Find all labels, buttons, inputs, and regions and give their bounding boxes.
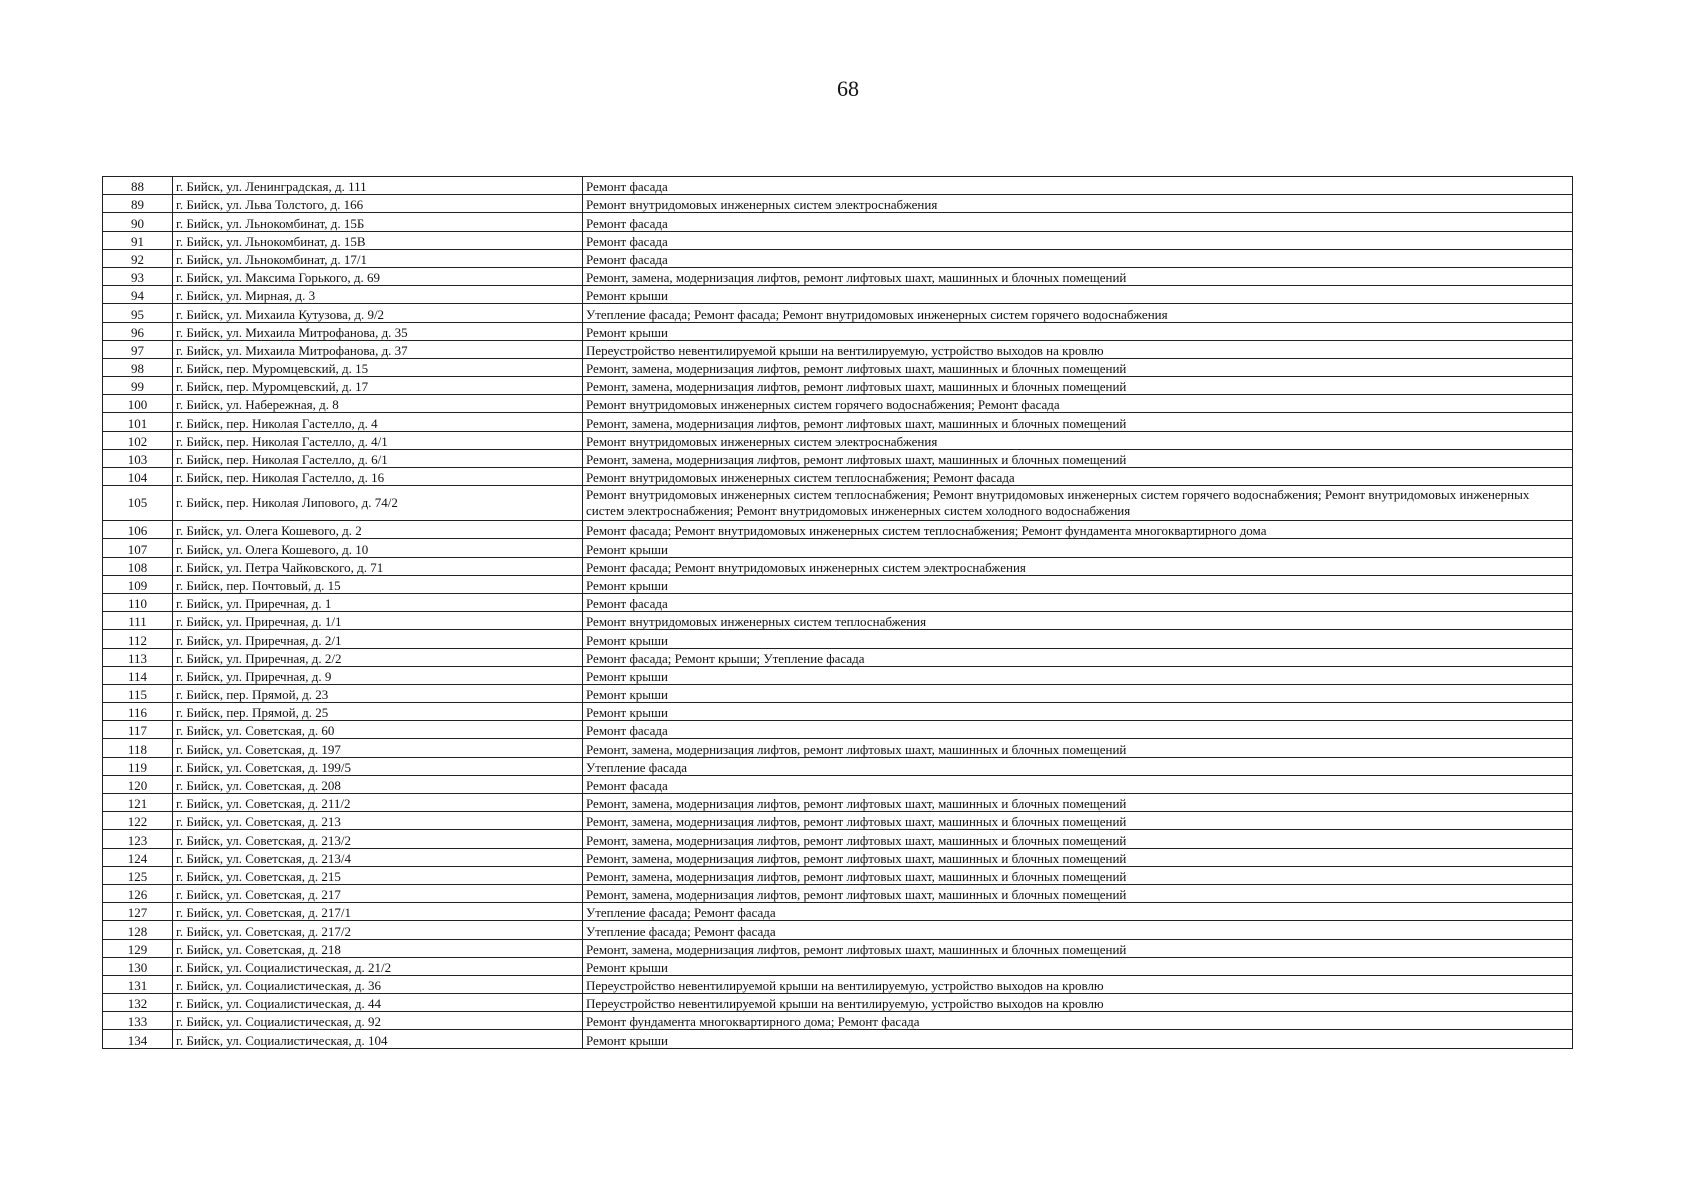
address-cell: г. Бийск, ул. Социалистическая, д. 92 (173, 1012, 583, 1030)
work-type-cell: Ремонт, замена, модернизация лифтов, ремонт лифтовых шахт, машинных и блочных помещений (583, 358, 1573, 376)
table-row (103, 557, 1573, 575)
work-type-cell: Ремонт, замена, модернизация лифтов, ремонт лифтовых шахт, машинных и блочных помещений (583, 794, 1573, 812)
table-row (103, 775, 1573, 793)
work-type-cell: Ремонт внутридомовых инженерных систем теплоснабжения (583, 612, 1573, 630)
address-cell: г. Бийск, ул. Советская, д. 217 (173, 884, 583, 902)
table-row (103, 521, 1573, 539)
table-row (103, 322, 1573, 340)
work-type-cell: Ремонт фасада (583, 213, 1573, 231)
table-row (103, 304, 1573, 322)
row-number: 124 (103, 848, 173, 866)
row-number: 125 (103, 866, 173, 884)
work-type-cell: Ремонт внутридомовых инженерных систем электроснабжения (583, 431, 1573, 449)
row-number: 97 (103, 340, 173, 358)
table-row (103, 593, 1573, 611)
table-row (103, 486, 1573, 521)
table-row (103, 921, 1573, 939)
address-cell: г. Бийск, ул. Социалистическая, д. 44 (173, 994, 583, 1012)
row-number: 94 (103, 286, 173, 304)
address-cell: г. Бийск, ул. Советская, д. 208 (173, 775, 583, 793)
work-type-cell: Ремонт внутридомовых инженерных систем электроснабжения (583, 195, 1573, 213)
row-number: 132 (103, 994, 173, 1012)
address-cell: г. Бийск, пер. Почтовый, д. 15 (173, 575, 583, 593)
work-type-cell: Ремонт крыши (583, 666, 1573, 684)
table-row (103, 286, 1573, 304)
row-number: 131 (103, 975, 173, 993)
work-type-cell: Ремонт фасада (583, 775, 1573, 793)
row-number: 95 (103, 304, 173, 322)
table-row (103, 648, 1573, 666)
work-type-cell: Ремонт фасада (583, 249, 1573, 267)
repair-table (102, 176, 1573, 1049)
address-cell: г. Бийск, пер. Николая Гастелло, д. 4 (173, 413, 583, 431)
row-number: 91 (103, 231, 173, 249)
table-row (103, 721, 1573, 739)
table-row (103, 340, 1573, 358)
work-type-cell: Ремонт внутридомовых инженерных систем теплоснабжения; Ремонт фасада (583, 468, 1573, 486)
address-cell: г. Бийск, ул. Приречная, д. 1 (173, 593, 583, 611)
row-number: 130 (103, 957, 173, 975)
address-cell: г. Бийск, ул. Социалистическая, д. 104 (173, 1030, 583, 1048)
work-type-cell: Ремонт фасада (583, 721, 1573, 739)
address-cell: г. Бийск, пер. Николая Гастелло, д. 4/1 (173, 431, 583, 449)
work-type-cell: Ремонт фасада; Ремонт крыши; Утепление фасада (583, 648, 1573, 666)
work-type-cell: Переустройство невентилируемой крыши на вентилируемую, устройство выходов на кровлю (583, 975, 1573, 993)
table-row (103, 812, 1573, 830)
row-number: 93 (103, 267, 173, 285)
address-cell: г. Бийск, ул. Советская, д. 211/2 (173, 794, 583, 812)
row-number: 109 (103, 575, 173, 593)
work-type-cell: Ремонт крыши (583, 630, 1573, 648)
row-number: 117 (103, 721, 173, 739)
row-number: 119 (103, 757, 173, 775)
address-cell: г. Бийск, ул. Советская, д. 60 (173, 721, 583, 739)
address-cell: г. Бийск, пер. Муромцевский, д. 17 (173, 377, 583, 395)
address-cell: г. Бийск, ул. Михаила Митрофанова, д. 35 (173, 322, 583, 340)
table-row (103, 666, 1573, 684)
work-type-cell: Ремонт фундамента многоквартирного дома; Ремонт фасада (583, 1012, 1573, 1030)
row-number: 106 (103, 521, 173, 539)
work-type-cell: Переустройство невентилируемой крыши на вентилируемую, устройство выходов на кровлю (583, 340, 1573, 358)
address-cell: г. Бийск, ул. Михаила Митрофанова, д. 37 (173, 340, 583, 358)
row-number: 114 (103, 666, 173, 684)
table-row (103, 884, 1573, 902)
row-number: 102 (103, 431, 173, 449)
address-cell: г. Бийск, ул. Михаила Кутузова, д. 9/2 (173, 304, 583, 322)
work-type-cell: Утепление фасада; Ремонт фасада (583, 903, 1573, 921)
table-row (103, 830, 1573, 848)
work-type-cell: Ремонт крыши (583, 539, 1573, 557)
table-row (103, 1012, 1573, 1030)
address-cell: г. Бийск, ул. Набережная, д. 8 (173, 395, 583, 413)
row-number: 92 (103, 249, 173, 267)
address-cell: г. Бийск, ул. Олега Кошевого, д. 10 (173, 539, 583, 557)
table-row (103, 195, 1573, 213)
work-type-cell: Ремонт крыши (583, 322, 1573, 340)
row-number: 116 (103, 703, 173, 721)
work-type-cell: Ремонт, замена, модернизация лифтов, ремонт лифтовых шахт, машинных и блочных помещений (583, 377, 1573, 395)
row-number: 120 (103, 775, 173, 793)
row-number: 112 (103, 630, 173, 648)
work-type-cell: Переустройство невентилируемой крыши на вентилируемую, устройство выходов на кровлю (583, 994, 1573, 1012)
table-row (103, 377, 1573, 395)
row-number: 110 (103, 593, 173, 611)
work-type-cell: Ремонт, замена, модернизация лифтов, ремонт лифтовых шахт, машинных и блочных помещений (583, 449, 1573, 467)
work-type-cell: Утепление фасада (583, 757, 1573, 775)
table-row (103, 177, 1573, 195)
table-row (103, 684, 1573, 702)
repair-table-container (102, 176, 1572, 1049)
work-type-cell: Ремонт, замена, модернизация лифтов, ремонт лифтовых шахт, машинных и блочных помещений (583, 413, 1573, 431)
address-cell: г. Бийск, ул. Советская, д. 213/4 (173, 848, 583, 866)
work-type-cell: Утепление фасада; Ремонт фасада (583, 921, 1573, 939)
work-type-cell: Ремонт фасада; Ремонт внутридомовых инженерных систем электроснабжения (583, 557, 1573, 575)
table-row (103, 994, 1573, 1012)
work-type-cell: Ремонт фасада; Ремонт внутридомовых инженерных систем теплоснабжения; Ремонт фундамента многоквартирного дома (583, 521, 1573, 539)
address-cell: г. Бийск, ул. Социалистическая, д. 36 (173, 975, 583, 993)
row-number: 98 (103, 358, 173, 376)
work-type-cell: Ремонт, замена, модернизация лифтов, ремонт лифтовых шахт, машинных и блочных помещений (583, 267, 1573, 285)
address-cell: г. Бийск, ул. Приречная, д. 2/1 (173, 630, 583, 648)
address-cell: г. Бийск, пер. Муромцевский, д. 15 (173, 358, 583, 376)
repair-table-body (103, 177, 1573, 1049)
row-number: 104 (103, 468, 173, 486)
work-type-cell: Ремонт крыши (583, 575, 1573, 593)
address-cell: г. Бийск, ул. Советская, д. 217/1 (173, 903, 583, 921)
address-cell: г. Бийск, ул. Приречная, д. 1/1 (173, 612, 583, 630)
row-number: 127 (103, 903, 173, 921)
address-cell: г. Бийск, ул. Советская, д. 213 (173, 812, 583, 830)
address-cell: г. Бийск, ул. Советская, д. 215 (173, 866, 583, 884)
address-cell: г. Бийск, ул. Советская, д. 218 (173, 939, 583, 957)
table-row (103, 939, 1573, 957)
row-number: 101 (103, 413, 173, 431)
address-cell: г. Бийск, пер. Николая Гастелло, д. 6/1 (173, 449, 583, 467)
work-type-cell: Ремонт крыши (583, 703, 1573, 721)
table-row (103, 866, 1573, 884)
table-row (103, 449, 1573, 467)
table-row (103, 848, 1573, 866)
work-type-cell: Ремонт крыши (583, 1030, 1573, 1048)
table-row (103, 358, 1573, 376)
address-cell: г. Бийск, ул. Льнокомбинат, д. 15Б (173, 213, 583, 231)
table-row (103, 395, 1573, 413)
table-row (103, 267, 1573, 285)
address-cell: г. Бийск, ул. Ленинградская, д. 111 (173, 177, 583, 195)
address-cell: г. Бийск, ул. Олега Кошевого, д. 2 (173, 521, 583, 539)
address-cell: г. Бийск, ул. Советская, д. 197 (173, 739, 583, 757)
address-cell: г. Бийск, ул. Льнокомбинат, д. 15В (173, 231, 583, 249)
work-type-cell: Ремонт, замена, модернизация лифтов, ремонт лифтовых шахт, машинных и блочных помещений (583, 830, 1573, 848)
work-type-cell: Ремонт внутридомовых инженерных систем теплоснабжения; Ремонт внутридомовых инженерных систем горячего водоснабжения; Ремонт внутридомовых инженерных систем электроснабжения; Ремонт внутридомовых инженерных систем холодного водоснабжения (583, 486, 1573, 521)
row-number: 128 (103, 921, 173, 939)
address-cell: г. Бийск, ул. Советская, д. 213/2 (173, 830, 583, 848)
work-type-cell: Ремонт крыши (583, 286, 1573, 304)
address-cell: г. Бийск, пер. Прямой, д. 25 (173, 703, 583, 721)
table-row (103, 630, 1573, 648)
work-type-cell: Ремонт, замена, модернизация лифтов, ремонт лифтовых шахт, машинных и блочных помещений (583, 866, 1573, 884)
table-row (103, 575, 1573, 593)
row-number: 88 (103, 177, 173, 195)
table-row (103, 468, 1573, 486)
address-cell: г. Бийск, ул. Мирная, д. 3 (173, 286, 583, 304)
address-cell: г. Бийск, ул. Советская, д. 217/2 (173, 921, 583, 939)
table-row (103, 213, 1573, 231)
work-type-cell: Ремонт фасада (583, 177, 1573, 195)
row-number: 118 (103, 739, 173, 757)
address-cell: г. Бийск, ул. Приречная, д. 2/2 (173, 648, 583, 666)
table-row (103, 957, 1573, 975)
address-cell: г. Бийск, ул. Советская, д. 199/5 (173, 757, 583, 775)
row-number: 90 (103, 213, 173, 231)
table-row (103, 1030, 1573, 1048)
table-row (103, 249, 1573, 267)
address-cell: г. Бийск, пер. Николая Гастелло, д. 16 (173, 468, 583, 486)
table-row (103, 903, 1573, 921)
work-type-cell: Ремонт, замена, модернизация лифтов, ремонт лифтовых шахт, машинных и блочных помещений (583, 848, 1573, 866)
table-row (103, 703, 1573, 721)
row-number: 121 (103, 794, 173, 812)
page-number: 68 (837, 76, 859, 101)
table-row (103, 431, 1573, 449)
row-number: 100 (103, 395, 173, 413)
row-number: 115 (103, 684, 173, 702)
address-cell: г. Бийск, ул. Петра Чайковского, д. 71 (173, 557, 583, 575)
row-number: 126 (103, 884, 173, 902)
row-number: 99 (103, 377, 173, 395)
address-cell: г. Бийск, ул. Приречная, д. 9 (173, 666, 583, 684)
table-row (103, 413, 1573, 431)
work-type-cell: Ремонт крыши (583, 684, 1573, 702)
address-cell: г. Бийск, ул. Социалистическая, д. 21/2 (173, 957, 583, 975)
row-number: 96 (103, 322, 173, 340)
work-type-cell: Ремонт, замена, модернизация лифтов, ремонт лифтовых шахт, машинных и блочных помещений (583, 739, 1573, 757)
row-number: 122 (103, 812, 173, 830)
work-type-cell: Ремонт крыши (583, 957, 1573, 975)
address-cell: г. Бийск, ул. Максима Горького, д. 69 (173, 267, 583, 285)
row-number: 123 (103, 830, 173, 848)
table-row (103, 539, 1573, 557)
work-type-cell: Ремонт, замена, модернизация лифтов, ремонт лифтовых шахт, машинных и блочных помещений (583, 939, 1573, 957)
row-number: 89 (103, 195, 173, 213)
work-type-cell: Ремонт внутридомовых инженерных систем горячего водоснабжения; Ремонт фасада (583, 395, 1573, 413)
table-row (103, 612, 1573, 630)
row-number: 103 (103, 449, 173, 467)
table-row (103, 231, 1573, 249)
row-number: 113 (103, 648, 173, 666)
row-number: 105 (103, 486, 173, 521)
row-number: 134 (103, 1030, 173, 1048)
row-number: 107 (103, 539, 173, 557)
work-type-cell: Ремонт фасада (583, 231, 1573, 249)
row-number: 108 (103, 557, 173, 575)
work-type-cell: Ремонт, замена, модернизация лифтов, ремонт лифтовых шахт, машинных и блочных помещений (583, 884, 1573, 902)
table-row (103, 739, 1573, 757)
table-row (103, 757, 1573, 775)
table-row (103, 975, 1573, 993)
table-row (103, 794, 1573, 812)
row-number: 129 (103, 939, 173, 957)
work-type-cell: Ремонт, замена, модернизация лифтов, ремонт лифтовых шахт, машинных и блочных помещений (583, 812, 1573, 830)
row-number: 133 (103, 1012, 173, 1030)
address-cell: г. Бийск, пер. Прямой, д. 23 (173, 684, 583, 702)
work-type-cell: Ремонт фасада (583, 593, 1573, 611)
address-cell: г. Бийск, пер. Николая Липового, д. 74/2 (173, 486, 583, 521)
row-number: 111 (103, 612, 173, 630)
address-cell: г. Бийск, ул. Льва Толстого, д. 166 (173, 195, 583, 213)
work-type-cell: Утепление фасада; Ремонт фасада; Ремонт внутридомовых инженерных систем горячего водоснабжения (583, 304, 1573, 322)
address-cell: г. Бийск, ул. Льнокомбинат, д. 17/1 (173, 249, 583, 267)
